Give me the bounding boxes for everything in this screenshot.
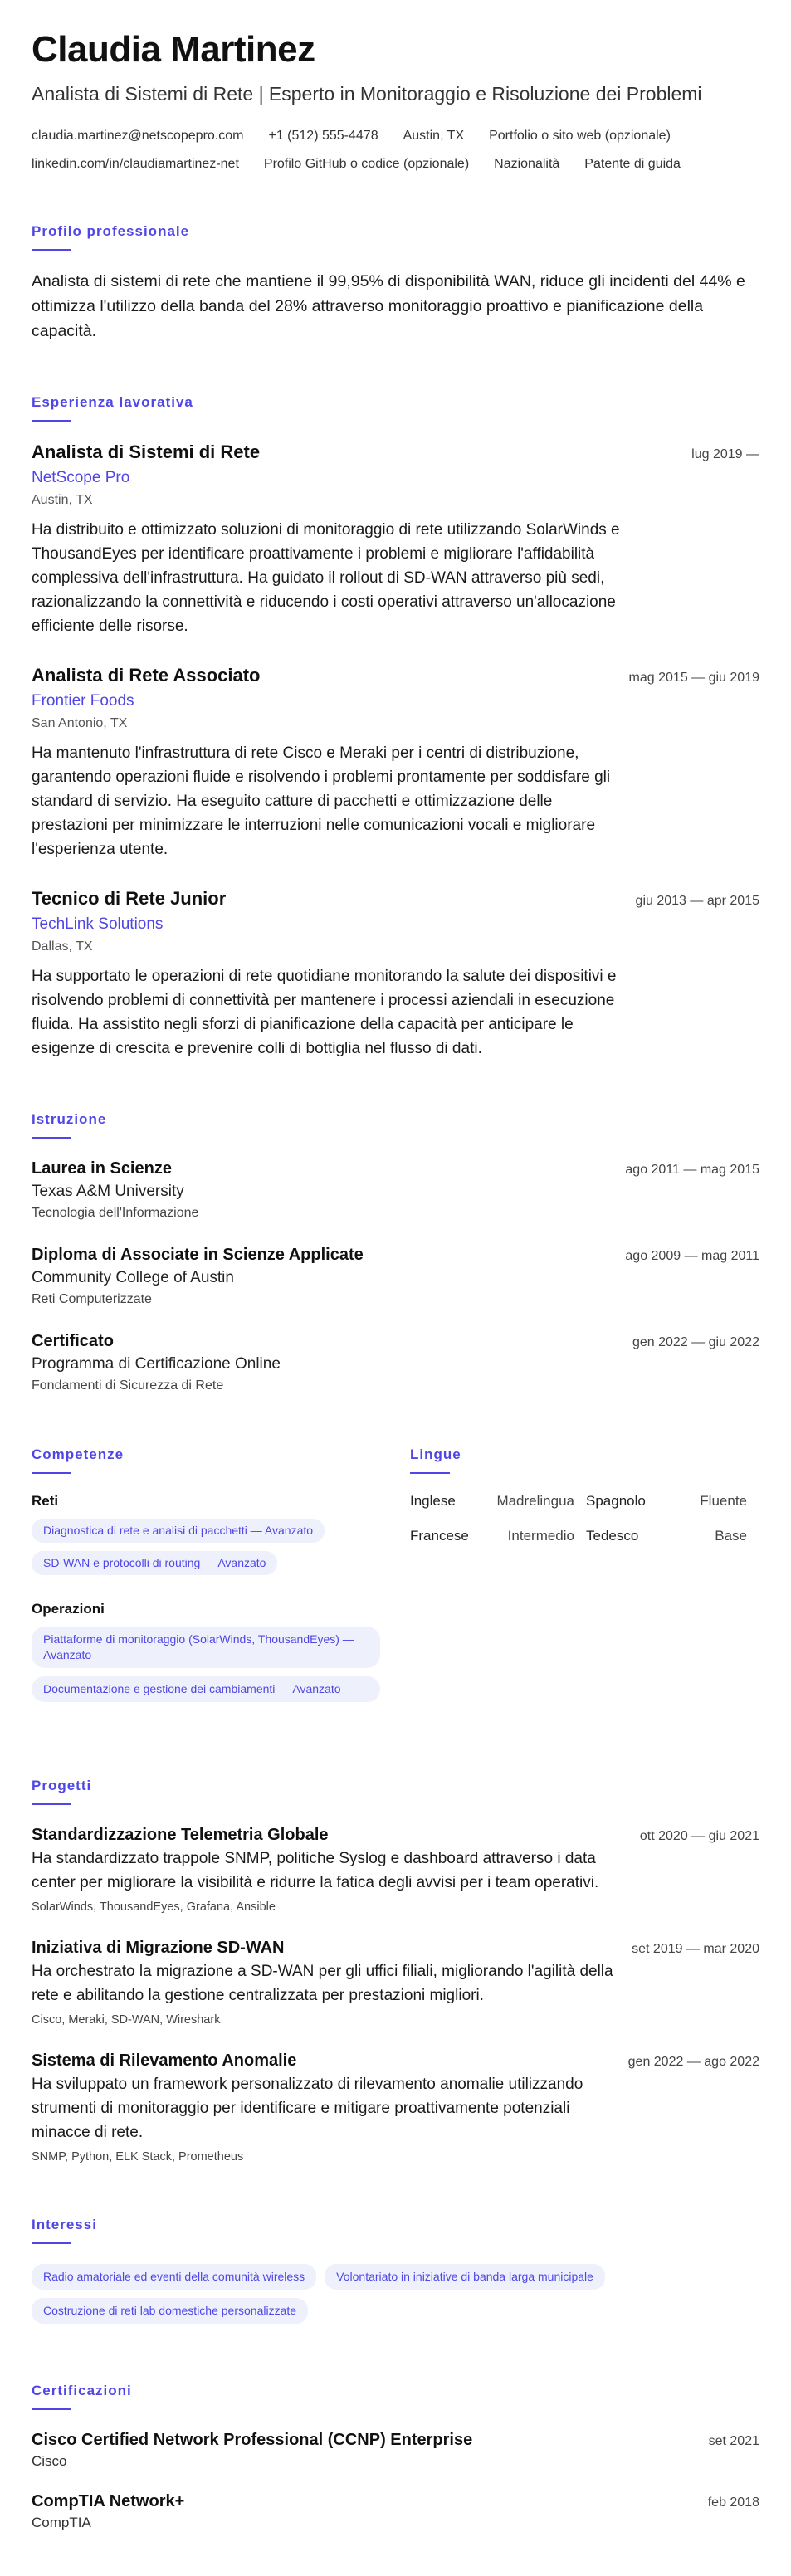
degree-title: Diploma di Associate in Scienze Applicate <box>32 1246 364 1264</box>
job-location: Austin, TX <box>32 493 93 507</box>
certification-entry <box>32 2428 759 2471</box>
project-tools: SNMP, Python, ELK Stack, Prometheus <box>32 2150 244 2164</box>
job-dates: lug 2019 — <box>691 447 759 461</box>
interest-chip: Radio amatoriale ed eventi della comunità wireless <box>32 2264 316 2290</box>
project-entry <box>32 1823 759 1916</box>
language-name: Tedesco <box>586 1528 639 1544</box>
language-name: Inglese <box>410 1493 456 1509</box>
certification-name: CompTIA Network+ <box>32 2492 185 2510</box>
school-name: Programma di Certificazione Online <box>32 1355 281 1373</box>
projects-list <box>32 1823 759 2166</box>
section-title: Profilo professionale <box>32 223 190 239</box>
project-name: Sistema di Rilevamento Anomalie <box>32 2052 297 2070</box>
company-name: NetScope Pro <box>32 469 130 486</box>
language-name: Francese <box>410 1528 469 1544</box>
skill-category: Operazioni <box>32 1601 105 1617</box>
degree-title: Laurea in Scienze <box>32 1159 172 1178</box>
interests-list <box>32 2264 759 2332</box>
contact-phone[interactable]: +1 (512) 555-4478 <box>268 129 378 143</box>
skill-category: Reti <box>32 1493 59 1509</box>
languages-list <box>410 1492 759 1545</box>
contact-portfolio[interactable]: Portfolio o sito web (opzionale) <box>489 129 671 143</box>
job-location: San Antonio, TX <box>32 716 128 730</box>
languages-section <box>410 1446 759 1727</box>
job-description: Ha distribuito e ottimizzato soluzioni di monitoraggio di rete utilizzando SolarWinds e ThousandEyes per identificare proattivamente i problemi e migliorare l'affidabilità complessiva dell'infrastruttura. Ha guidato il rollout di SD-WAN attraverso più sedi, razionalizzando la connettività e riducendo i costi operativi attraverso un'allocazione efficiente delle risorse. <box>32 521 620 635</box>
education-entry <box>32 1243 759 1310</box>
project-tools: Cisco, Meraki, SD-WAN, Wireshark <box>32 2013 221 2027</box>
project-tools: SolarWinds, ThousandEyes, Grafana, Ansible <box>32 1900 276 1914</box>
job-dates: mag 2015 — giu 2019 <box>628 671 759 685</box>
skill-chip: Diagnostica di rete e analisi di pacchetti — Avanzato <box>32 1519 325 1543</box>
project-name: Iniziativa di Migrazione SD-WAN <box>32 1939 285 1957</box>
experience-section <box>32 393 759 1061</box>
section-title: Certificazioni <box>32 2383 132 2398</box>
job-title: Tecnico di Rete Junior <box>32 888 227 909</box>
section-title: Lingue <box>410 1447 461 1462</box>
job-title: Analista di Rete Associato <box>32 665 261 685</box>
project-dates: ott 2020 — giu 2021 <box>639 1829 759 1843</box>
certification-issuer: Cisco <box>32 2453 67 2469</box>
language-level: Fluente <box>700 1493 747 1509</box>
section-title: Istruzione <box>32 1111 107 1127</box>
education-section <box>32 1110 759 1396</box>
candidate-headline: Analista di Sistemi di Rete | Esperto in Monitoraggio e Risoluzione dei Problemi <box>32 83 702 105</box>
project-dates: set 2019 — mar 2020 <box>632 1942 759 1956</box>
certifications-section <box>32 2382 759 2533</box>
education-list <box>32 1157 759 1396</box>
section-divider <box>32 249 71 251</box>
project-description: Ha standardizzato trappole SNMP, politiche Syslog e dashboard attraverso i data center per migliorare la visibilità e ridurre la fatica degli avvisi per i team operativi. <box>32 1850 599 1891</box>
interest-chip: Volontariato in iniziative di banda larga municipale <box>325 2264 605 2290</box>
experience-entry <box>32 663 759 861</box>
degree-title: Certificato <box>32 1332 114 1350</box>
school-name: Community College of Austin <box>32 1269 234 1286</box>
section-title: Progetti <box>32 1778 92 1793</box>
experience-entry <box>32 440 759 638</box>
job-location: Dallas, TX <box>32 939 93 954</box>
contact-location: Austin, TX <box>403 129 465 143</box>
project-name: Standardizzazione Telemetria Globale <box>32 1826 329 1844</box>
skill-chip: Piattaforme di monitoraggio (SolarWinds, ThousandEyes) — Avanzato <box>32 1627 380 1668</box>
skills-languages-row <box>32 1446 759 1727</box>
section-divider <box>32 1472 71 1474</box>
job-description: Ha supportato le operazioni di rete quotidiane monitorando la salute dei dispositivi e risolvendo problemi di connettività per mantenere i processi aziendali in esecuzione fluida. Ha assistito negli sforzi di pianificazione della capacità per anticipare le esigenze di crescita e prevenire colli di bottiglia nel flusso di dati. <box>32 968 617 1057</box>
skill-chip: SD-WAN e protocolli di routing — Avanzato <box>32 1551 277 1575</box>
candidate-name: Claudia Martinez <box>32 29 315 70</box>
contact-github[interactable]: Profilo GitHub o codice (opzionale) <box>263 157 470 171</box>
contact-linkedin[interactable]: linkedin.com/in/claudiamartinez-net <box>32 157 239 171</box>
certifications-list <box>32 2428 759 2533</box>
summary-section <box>32 222 759 344</box>
project-entry <box>32 2049 759 2166</box>
skill-chip: Documentazione e gestione dei cambiamenti — Avanzato <box>32 1676 380 1702</box>
language-level: Madrelingua <box>496 1493 574 1509</box>
education-dates: ago 2009 — mag 2011 <box>625 1249 759 1263</box>
education-entry <box>32 1157 759 1223</box>
field-of-study: Reti Computerizzate <box>32 1292 152 1306</box>
project-dates: gen 2022 — ago 2022 <box>627 2055 759 2069</box>
education-dates: gen 2022 — giu 2022 <box>632 1335 759 1349</box>
contact-info <box>32 128 759 173</box>
resume-header <box>32 28 759 173</box>
section-title: Esperienza lavorativa <box>32 394 193 410</box>
job-description: Ha mantenuto l'infrastruttura di rete Cisco e Meraki per i centri di distribuzione, garantendo operazioni fluide e risolvendo i problemi prontamente per soddisfare gli standard di servizio. Ha eseguito catture di pacchetti e ottimizzazione delle prestazioni per minimizzare le interruzioni nelle comunicazioni vocali e migliorare l'esperienza utente. <box>32 744 611 858</box>
education-entry <box>32 1329 759 1396</box>
field-of-study: Tecnologia dell'Informazione <box>32 1206 199 1220</box>
section-divider <box>32 1137 71 1139</box>
summary-text: Analista di sistemi di rete che mantiene il 99,95% di disponibilità WAN, riduce gli incidenti del 44% e ottimizza l'utilizzo della banda del 28% attraverso monitoraggio proattivo e pianificazione della capacità. <box>32 272 745 340</box>
company-name: TechLink Solutions <box>32 915 164 933</box>
section-divider <box>32 1803 71 1805</box>
section-divider <box>32 2242 71 2244</box>
education-dates: ago 2011 — mag 2015 <box>625 1163 759 1177</box>
certification-entry <box>32 2490 759 2533</box>
section-divider <box>32 2408 71 2410</box>
section-divider <box>410 1472 450 1474</box>
interests-section <box>32 2216 759 2332</box>
project-description: Ha orchestrato la migrazione a SD-WAN per gli uffici filiali, migliorando l'agilità della rete e abilitando la gestione centralizzata per prestazioni migliori. <box>32 1963 613 2004</box>
language-level: Intermedio <box>507 1528 574 1544</box>
job-title: Analista di Sistemi di Rete <box>32 442 261 462</box>
experience-list <box>32 440 759 1061</box>
experience-entry <box>32 886 759 1061</box>
certification-name: Cisco Certified Network Professional (CCNP) Enterprise <box>32 2431 473 2449</box>
certification-issuer: CompTIA <box>32 2515 91 2530</box>
project-description: Ha sviluppato un framework personalizzato di rilevamento anomalie utilizzando strumenti di monitoraggio per identificare e mitigare proattivamente potenziali minacce di rete. <box>32 2076 583 2141</box>
language-name: Spagnolo <box>586 1493 646 1509</box>
contact-email[interactable]: claudia.martinez@netscopepro.com <box>32 129 244 143</box>
company-name: Frontier Foods <box>32 692 134 710</box>
contact-nationality: Nazionalità <box>494 157 560 171</box>
skill-group <box>32 1492 377 1583</box>
skill-group <box>32 1600 377 1710</box>
certification-date: set 2021 <box>708 2434 759 2448</box>
certification-date: feb 2018 <box>707 2496 759 2510</box>
project-entry <box>32 1936 759 2029</box>
contact-driving-license: Patente di guida <box>584 157 681 171</box>
section-title: Interessi <box>32 2217 97 2232</box>
job-dates: giu 2013 — apr 2015 <box>635 894 759 908</box>
language-level: Base <box>715 1528 747 1544</box>
school-name: Texas A&M University <box>32 1183 184 1200</box>
section-title: Competenze <box>32 1447 125 1462</box>
projects-section <box>32 1777 759 2166</box>
interest-chip: Costruzione di reti lab domestiche personalizzate <box>32 2298 308 2324</box>
field-of-study: Fondamenti di Sicurezza di Rete <box>32 1378 224 1393</box>
skills-section <box>32 1446 377 1727</box>
section-divider <box>32 420 71 422</box>
